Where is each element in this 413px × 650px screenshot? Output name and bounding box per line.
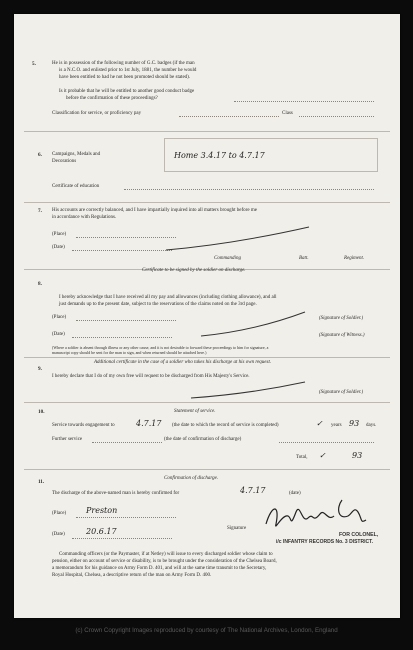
confirmation-date: 4.7.17 xyxy=(240,486,266,495)
service-record-page xyxy=(14,14,400,618)
section-8-note-a: (Where a soldier is absent through illness or any other cause, and it is not desirable to forward these proceedings to him for signature, a xyxy=(52,345,269,350)
dotted-line xyxy=(179,116,279,117)
commanding-label: Commanding xyxy=(214,256,241,261)
place-value: Preston xyxy=(86,506,118,515)
signature-of-witness-label: (Signature of Witness.) xyxy=(319,333,365,338)
years-dash: ✓ xyxy=(316,419,323,428)
dotted-line xyxy=(72,250,172,251)
section-5-text-a: He is in possession of the following number of G.C. badges (if the man xyxy=(52,61,195,66)
service-record-note: (the date to which the record of service is completed) xyxy=(172,423,279,428)
cancellation-stroke xyxy=(189,380,309,400)
further-service-note: (the date of confirmation of discharge) xyxy=(164,437,242,442)
dotted-line xyxy=(92,442,162,443)
paragraph-line-b: pension, either on account of service or disability, is to be brought under the consideration of the Chelsea Board, xyxy=(52,559,277,564)
batt-label: Batt. xyxy=(299,256,309,261)
copyright-notice: (c) Crown Copyright Images reproduced by courtesy of The National Archives, London, England xyxy=(75,627,338,634)
dotted-line xyxy=(234,101,374,102)
section-11-number: 11. xyxy=(38,479,45,485)
dotted-line xyxy=(76,320,176,321)
stamp-infantry-records: i/c INFANTRY RECORDS No. 3 DISTRICT. xyxy=(276,539,373,545)
date-label: (Date) xyxy=(52,245,65,250)
stamp-for-colonel: FOR COLONEL, xyxy=(339,532,379,538)
section-divider xyxy=(24,202,390,203)
campaigns-label-a: Campaigns, Medals and xyxy=(52,152,101,157)
confirmation-text: The discharge of the above-named man is hereby confirmed for xyxy=(52,491,180,496)
section-divider xyxy=(24,357,390,358)
section-divider xyxy=(24,131,390,132)
years-label: years xyxy=(331,423,342,428)
further-service-label: Further service xyxy=(52,437,83,442)
classification-label: Classification for service, or proficiency pay xyxy=(52,111,142,116)
campaigns-label-b: Decorations xyxy=(52,159,77,164)
section-divider xyxy=(24,469,390,470)
section-8-text-a: I hereby acknowledge that I have received all my pay and allowances (including clothing allowance), and all xyxy=(59,295,277,300)
place-label: (Place) xyxy=(52,315,67,320)
cancellation-stroke xyxy=(199,309,309,339)
section-5-text-b: is a N.C.O. and enlisted prior to 1st July, 1881, the number he would xyxy=(59,68,197,73)
section-10-heading: Statement of service. xyxy=(174,409,216,414)
section-divider xyxy=(24,402,390,403)
date-paren-label: (date) xyxy=(289,491,301,496)
certificate-of-education-label: Certificate of education xyxy=(52,184,100,189)
cancellation-stroke xyxy=(164,224,314,254)
total-days-value: 93 xyxy=(352,451,363,460)
section-5-text-c: have been entitled to had he not been promoted should be stated). xyxy=(59,75,191,80)
section-10-number: 10. xyxy=(38,409,45,415)
date-label: (Date) xyxy=(52,532,65,537)
dotted-line xyxy=(279,442,374,443)
service-towards-label: Service towards engagement to xyxy=(52,423,115,428)
signature-of-soldier-label: (Signature of Soldier.) xyxy=(319,390,364,395)
signature-of-soldier-label: (Signature of Soldier.) xyxy=(319,316,364,321)
section-8-heading: Certificate to be signed by the soldier on discharge. xyxy=(142,268,246,273)
dotted-line xyxy=(76,517,176,518)
place-label: (Place) xyxy=(52,232,67,237)
section-6-number: 6. xyxy=(38,152,42,158)
service-to-date: 4.7.17 xyxy=(136,419,162,428)
section-7-text-b: in accordance with Regulations. xyxy=(52,215,117,220)
date-value: 20.6.17 xyxy=(86,527,117,536)
dotted-line xyxy=(76,237,176,238)
dotted-line xyxy=(72,538,172,539)
total-years-tick: ✓ xyxy=(319,451,326,460)
section-7-number: 7. xyxy=(38,208,42,214)
section-11-heading: Confirmation of discharge. xyxy=(164,476,219,481)
section-8-number: 8. xyxy=(38,281,42,287)
dotted-line xyxy=(299,116,374,117)
paragraph-line-c: a memorandum for his guidance on Army Form D. 401, and will at the same time transmit to the Secretary, xyxy=(52,566,267,571)
dotted-line xyxy=(124,189,374,190)
campaigns-entry: Home 3.4.17 to 4.7.17 xyxy=(174,151,265,160)
section-8-text-b: just demands up to the present date, subject to the reservations of the claims noted on the 3rd page. xyxy=(59,302,257,307)
section-8-note-b: manuscript copy should be sent for the man to sign, and when returned should be attached here.) xyxy=(52,350,207,355)
paragraph-line-d: Royal Hospital, Chelsea, a descriptive return of the man on Army Form D. 400. xyxy=(52,573,212,578)
section-9-number: 9. xyxy=(38,366,42,372)
signature-label: Signature xyxy=(227,526,247,531)
regiment-label: Regiment. xyxy=(344,256,365,261)
total-label: Total, xyxy=(296,455,308,460)
paragraph-line-a: Commanding officers (or the Paymaster, if at Netley) will issue to every discharged soldier whose claim to xyxy=(59,552,273,557)
section-9-text: I hereby declare that I do of my own free will request to be discharged from His Majesty's Service. xyxy=(52,374,250,379)
section-5-question-b: before the confirmation of these proceedings? xyxy=(66,96,158,101)
days-value: 93 xyxy=(349,419,360,428)
date-label: (Date) xyxy=(52,332,65,337)
section-5-question-a: Is it probable that he will be entitled to another good conduct badge xyxy=(59,89,195,94)
dotted-line xyxy=(72,337,172,338)
officer-signature xyxy=(262,494,372,534)
place-label: (Place) xyxy=(52,511,67,516)
section-5-number: 5. xyxy=(32,61,36,67)
class-label: Class xyxy=(282,111,293,116)
section-9-heading: Additional certificate in the case of a soldier who takes his discharge at his own request. xyxy=(94,360,272,365)
days-label: days. xyxy=(366,423,377,428)
section-7-text-a: His accounts are correctly balanced, and I have impartially inquired into all matters brought before me xyxy=(52,208,257,213)
